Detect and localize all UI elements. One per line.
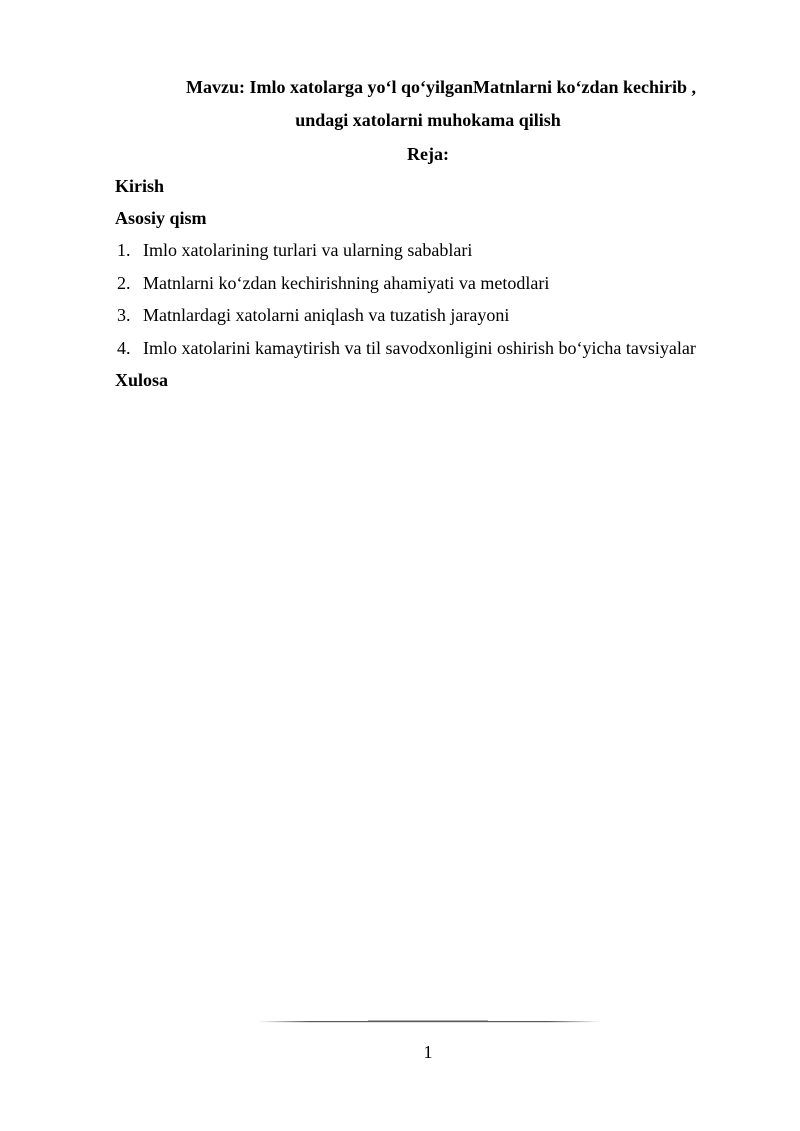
title-line-2: undagi xatolarni muhokama qilish	[295, 110, 561, 130]
plan-item-text: Matnlarni ko‘zdan kechirishning ahamiyati va metodlari	[143, 272, 550, 293]
plan-item-number: 1.	[117, 240, 131, 260]
plan-heading: Reja:	[407, 144, 449, 164]
plan-item-number: 3.	[117, 305, 131, 325]
intro-heading: Kirish	[115, 176, 165, 196]
plan-list	[117, 239, 696, 369]
plan-item-number: 2.	[117, 272, 131, 293]
title-line-1: Mavzu: Imlo xatolarga yo‘l qo‘yilganMatnlarni ko‘zdan kechirib ,	[186, 77, 696, 97]
plan-item-number: 4.	[117, 337, 131, 358]
footer-divider	[258, 1020, 600, 1023]
conclusion-heading: Xulosa	[115, 370, 169, 390]
plan-item-text: Imlo xatolarini kamaytirish va til savodxonligini oshirish bo‘yicha tavsiyalar	[143, 337, 696, 358]
page-number: 1	[423, 1042, 433, 1062]
plan-item-text: Imlo xatolarining turlari va ularning sabablari	[143, 240, 473, 260]
plan-item	[117, 272, 696, 305]
main-part-heading: Asosiy qism	[115, 208, 207, 228]
plan-item	[117, 304, 696, 337]
plan-item	[117, 239, 696, 272]
plan-item-text: Matnlardagi xatolarni aniqlash va tuzatish jarayoni	[143, 305, 510, 325]
plan-item	[117, 337, 696, 370]
